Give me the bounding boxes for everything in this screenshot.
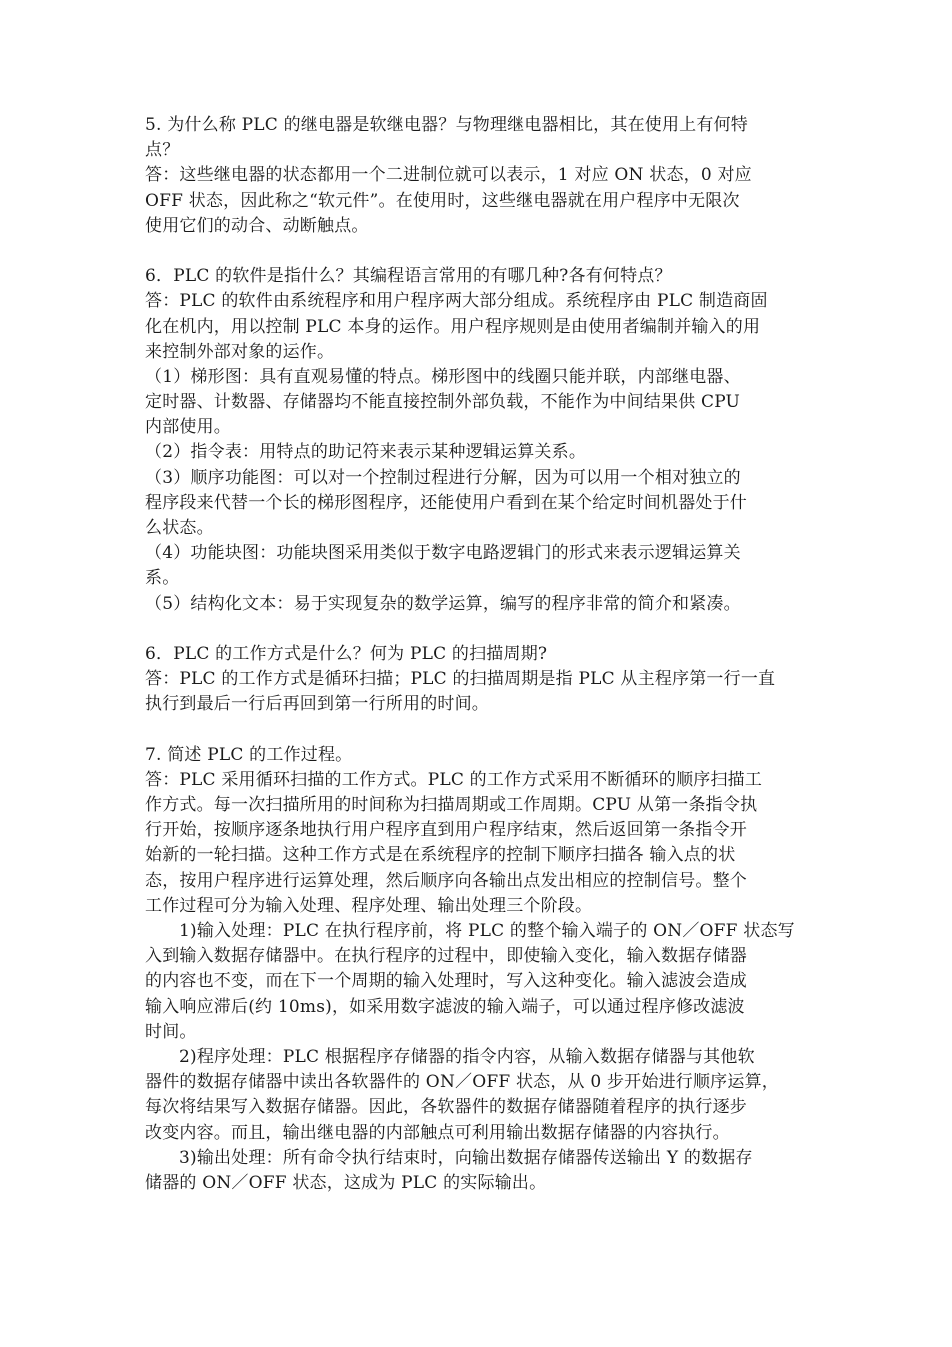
section-question-6-working-mode	[145, 642, 813, 718]
text-line: 输入响应滞后(约 10ms)，如采用数字滤波的输入端子，可以通过程序修改滤波	[145, 996, 745, 1017]
text-line: 作方式。每一次扫描所用的时间称为扫描周期或工作周期。CPU 从第一条指令执	[145, 795, 758, 816]
text-line: 使用它们的动合、动断触点。	[145, 215, 369, 236]
text-line: 点？	[145, 140, 180, 161]
text-line: 化在机内，用以控制 PLC 本身的运作。用户程序规则是由使用者编制并输入的用	[145, 316, 761, 337]
text-line: 答：PLC 的软件由系统程序和用户程序两大部分组成。系统程序由 PLC 制造商固	[145, 291, 768, 312]
text-line: 系。	[145, 568, 180, 589]
text-line: 执行到最后一行后再回到第一行所用的时间。	[145, 694, 489, 715]
text-line: 入到输入数据存储器中。在执行程序的过程中，即使输入变化，输入数据存储器	[145, 946, 747, 967]
text-line: 时间。	[145, 1021, 197, 1042]
text-line: 答：PLC 采用循环扫描的工作方式。PLC 的工作方式采用不断循环的顺序扫描工	[145, 769, 763, 790]
text-line: 程序段来代替一个长的梯形图程序，还能使用户看到在某个给定时间机器处于什	[145, 492, 747, 513]
text-line-indented: 3)输出处理：所有命令执行结束时，向输出数据存储器传送输出 Y 的数据存	[179, 1147, 753, 1168]
text-line: 6．PLC 的软件是指什么？其编程语言常用的有哪几种?各有何特点？	[145, 266, 672, 287]
text-line: （1）梯形图：具有直观易懂的特点。梯形图中的线圈只能并联，内部继电器、	[145, 366, 741, 387]
paragraph-gap	[145, 617, 813, 642]
text-line: 器件的数据存储器中读出各软器件的 ON／OFF 状态，从 0 步开始进行顺序运算，	[145, 1072, 779, 1093]
text-line: OFF 状态，因此称之“软元件”。在使用时，这些继电器就在用户程序中无限次	[145, 190, 740, 211]
text-line: 改变内容。而且，输出继电器的内部触点可利用输出数据存储器的内容执行。	[145, 1122, 730, 1143]
section-question-5	[145, 113, 813, 239]
text-line: 工作过程可分为输入处理、程序处理、输出处理三个阶段。	[145, 895, 593, 916]
text-line: （3）顺序功能图：可以对一个控制过程进行分解，因为可以用一个相对独立的	[145, 467, 741, 488]
section-question-6-software	[145, 264, 813, 617]
text-line: 行开始，按顺序逐条地执行用户程序直到用户程序结束，然后返回第一条指令开	[145, 820, 747, 841]
text-line: 么状态。	[145, 518, 214, 538]
section-question-7	[145, 743, 813, 1196]
text-line: 态，按用户程序进行运算处理，然后顺序向各输出点发出相应的控制信号。整个	[145, 870, 747, 891]
text-line: 内部使用。	[145, 417, 231, 438]
text-line: 每次将结果写入数据存储器。因此，各软器件的数据存储器随着程序的执行逐步	[145, 1097, 747, 1118]
text-line: 储器的 ON／OFF 状态，这成为 PLC 的实际输出。	[145, 1172, 547, 1193]
text-line: （2）指令表：用特点的助记符来表示某种逻辑运算关系。	[145, 442, 587, 463]
text-line: 答：PLC 的工作方式是循环扫描；PLC 的扫描周期是指 PLC 从主程序第一行一直	[145, 669, 776, 690]
text-line: （4）功能块图：功能块图采用类似于数字电路逻辑门的形式来表示逻辑运算关	[145, 543, 741, 564]
text-line: 定时器、计数器、存储器均不能直接控制外部负载，不能作为中间结果供 CPU	[145, 392, 741, 413]
text-line: （5）结构化文本：易于实现复杂的数学运算，编写的程序非常的简介和紧凑。	[145, 593, 741, 614]
text-line: 的内容也不变，而在下一个周期的输入处理时，写入这种变化。输入滤波会造成	[145, 971, 747, 992]
document-page	[145, 113, 813, 1196]
text-line: 5. 为什么称 PLC 的继电器是软继电器？与物理继电器相比，其在使用上有何特	[145, 115, 748, 135]
text-line: 始新的一轮扫描。这种工作方式是在系统程序的控制下顺序扫描各 输入点的状	[145, 845, 736, 866]
text-line: 6．PLC 的工作方式是什么？何为 PLC 的扫描周期?	[145, 643, 548, 664]
paragraph-gap	[145, 718, 813, 743]
text-line-indented: 1)输入处理：PLC 在执行程序前，将 PLC 的整个输入端子的 ON／OFF 状态写	[179, 921, 795, 941]
paragraph-gap	[145, 239, 813, 264]
text-line: 来控制外部对象的运作。	[145, 341, 335, 362]
text-line: 答：这些继电器的状态都用一个二进制位就可以表示，1 对应 ON 状态，0 对应	[145, 165, 752, 186]
text-line-indented: 2)程序处理：PLC 根据程序存储器的指令内容，从输入数据存储器与其他软	[179, 1046, 755, 1067]
text-line: 7. 简述 PLC 的工作过程。	[145, 744, 353, 765]
